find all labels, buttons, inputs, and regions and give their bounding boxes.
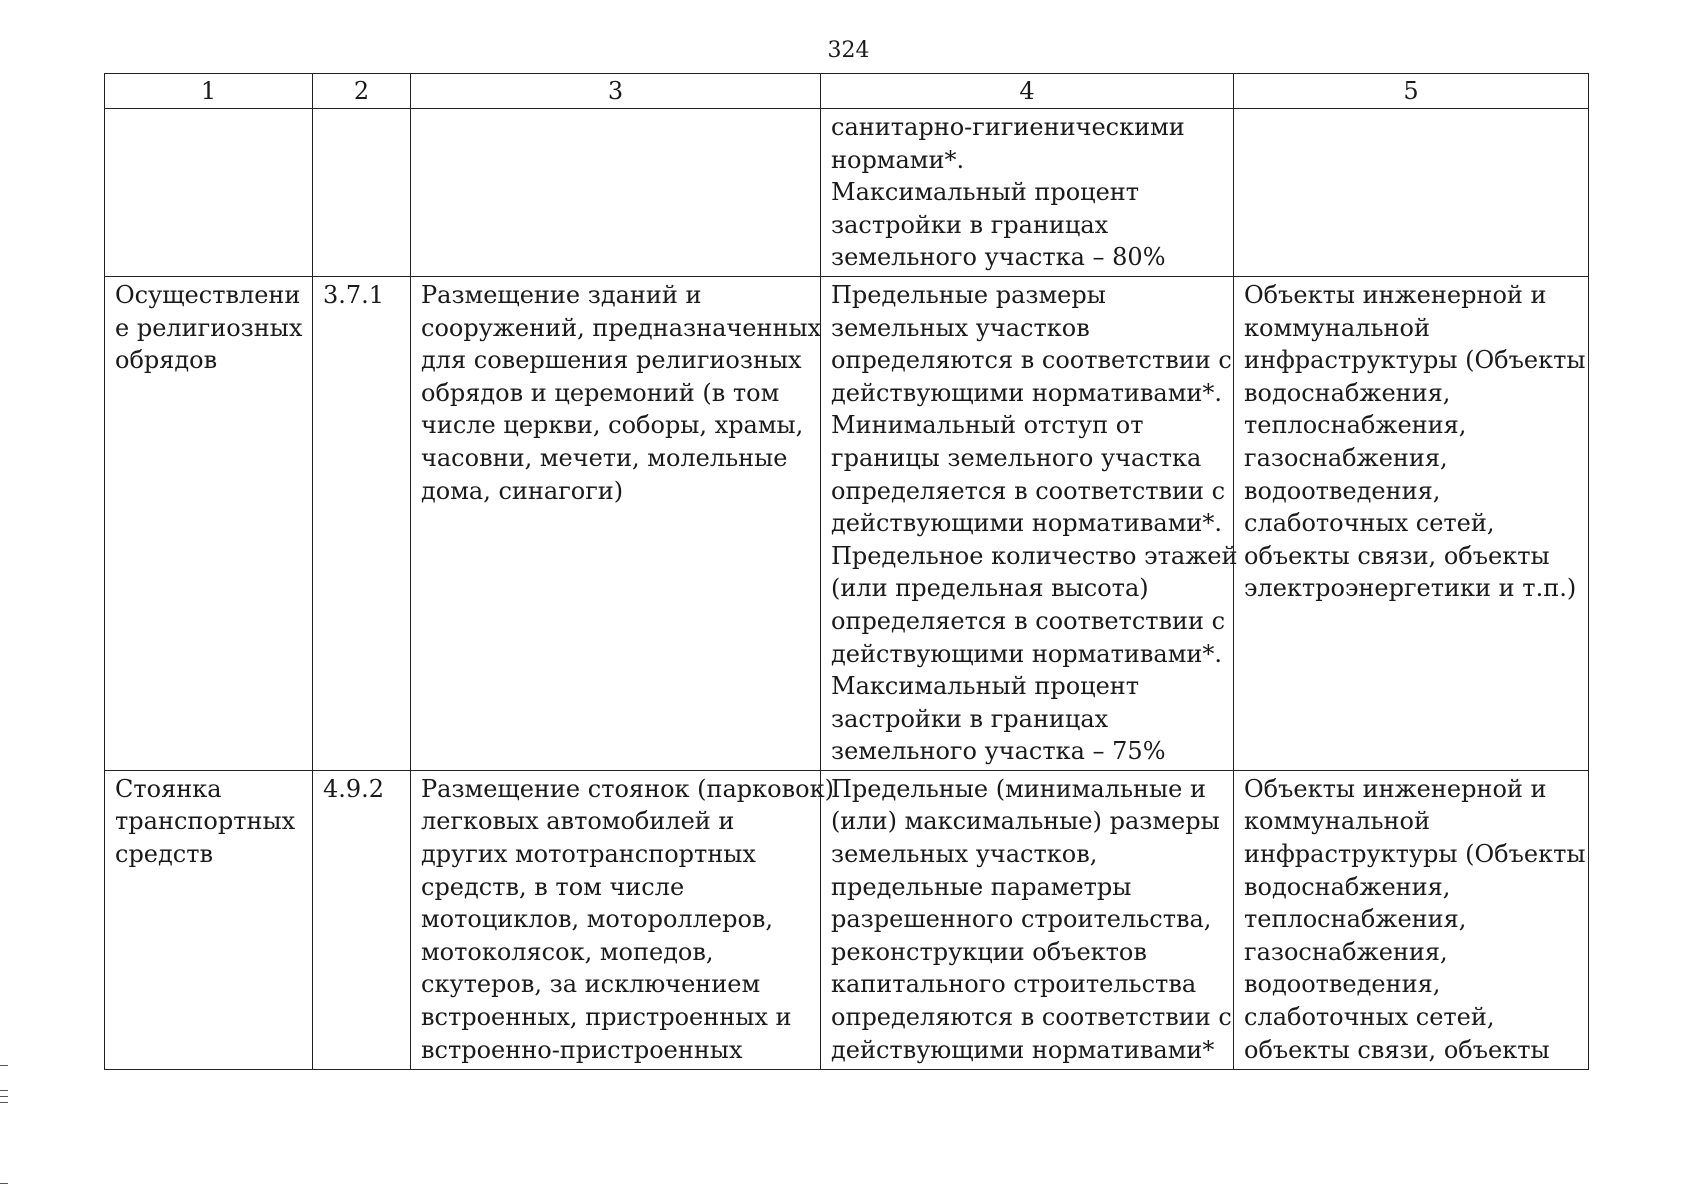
cell-text-line: границы земельного участка [831,443,1202,472]
scan-edge-mark [0,1102,8,1103]
cell-text-line: Объекты инженерной и [1244,774,1547,803]
table-cell-col-4 [821,276,1238,770]
cell-text-line: встроенно-пристроенных [421,1035,743,1064]
cell-text: 4.9.2 [323,774,385,803]
cell-text-line: коммунальной [1244,313,1430,342]
cell-text-line: Стоянка [115,774,222,803]
table-cell-col-4 [821,109,1234,277]
header-col-2: 2 [313,74,411,109]
cell-text-line: слаботочных сетей, [1244,509,1495,538]
cell-text-line: легковых автомобилей и [421,807,735,836]
cell-text-line: обрядов [115,346,218,375]
cell-text-line: санитарно-гигиеническими [831,113,1185,141]
cell-text-line: действующими нормативами*. [831,509,1222,538]
cell-text-line: мотоциклов, мотороллеров, [421,905,774,934]
scan-edge-mark [0,1183,8,1184]
cell-text-line: объекты связи, объекты [1244,1035,1550,1064]
table-cell-col-4 [821,770,1234,1069]
cell-text-line: скутеров, за исключением [421,970,761,999]
cell-text-line: для совершения религиозных [421,346,802,375]
table-row [105,109,1589,277]
cell-text-line: инфраструктуры (Объекты [1244,840,1586,869]
cell-text-line: определяются в соответствии с [831,1003,1232,1032]
cell-text-line: Предельные (минимальные и [831,774,1206,803]
cell-text-line: водоснабжения, [1244,872,1451,901]
land-use-table [104,73,1589,1070]
cell-text-line: коммунальной [1244,807,1430,836]
cell-text-line: водоснабжения, [1244,378,1451,407]
cell-text-line: мотоколясок, мопедов, [421,937,714,966]
table-row [105,276,1589,770]
cell-text-line: Максимальный процент [831,672,1140,701]
table-cell-col-5 [1234,276,1589,770]
cell-text-line: средств, в том числе [421,872,685,901]
cell-text-line: разрешенного строительства, [831,905,1212,934]
cell-text-line: инфраструктуры (Объекты [1244,346,1586,375]
cell-text-line: газоснабжения, [1244,937,1448,966]
cell-text-line: Объекты инженерной и [1244,280,1547,309]
cell-text-line: слаботочных сетей, [1244,1003,1495,1032]
header-row [105,74,1589,109]
scan-edge-mark [0,1096,8,1097]
table-cell-col-3 [411,770,834,1069]
cell-text-line: земельных участков [831,313,1090,342]
header-col-1: 1 [105,74,313,109]
cell-text-line: Максимальный процент [831,178,1140,207]
cell-text-line: газоснабжения, [1244,443,1448,472]
cell-text-line: сооружений, предназначенных [421,313,822,342]
cell-text-line: определяется в соответствии с [831,476,1226,505]
table-cell-col-2 [313,109,411,277]
table-cell-col-3 [411,109,821,277]
cell-text-line: водоотведения, [1244,970,1441,999]
cell-text-line: других мототранспортных [421,840,756,869]
table-cell-col-3 [411,276,821,770]
cell-text-line: часовни, мечети, молельные [421,443,788,472]
cell-text-line: водоотведения, [1244,476,1441,505]
cell-text-line: Предельное количество этажей [831,541,1238,570]
cell-text-line: числе церкви, соборы, храмы, [421,411,804,440]
cell-text-line: Размещение зданий и [421,280,702,309]
page-number: 324 [827,38,870,63]
cell-text-line: (или предельная высота) [831,574,1149,603]
cell-text-line: определяется в соответствии с [831,606,1226,635]
cell-text-line: застройки в границах [831,210,1109,239]
cell-text-line: встроенных, пристроенных и [421,1003,792,1032]
cell-text-line: средств [115,840,214,869]
scan-edge-mark [0,1065,8,1066]
cell-text-line: действующими нормативами*. [831,378,1222,407]
header-col-4: 4 [821,74,1234,109]
cell-text-line: определяются в соответствии с [831,346,1232,375]
cell-text-line: действующими нормативами* [831,1035,1215,1064]
cell-text-line: капитального строительства [831,970,1197,999]
cell-text-line: реконструкции объектов [831,937,1147,966]
cell-text-line: транспортных [115,807,296,836]
cell-text-line: объекты связи, объекты [1244,541,1550,570]
table-cell-col-2 [313,770,411,1069]
cell-text-line: Размещение стоянок (парковок) [421,774,834,803]
cell-text-line: дома, синагоги) [421,476,624,505]
cell-text-line: Предельные размеры [831,280,1106,309]
cell-text-line: земельного участка – 75% [831,737,1166,766]
cell-text-line: предельные параметры [831,872,1132,901]
table-cell-col-1 [105,276,313,770]
cell-text: 3.7.1 [323,280,385,309]
cell-text-line: теплоснабжения, [1244,905,1467,934]
table-cell-col-5 [1234,109,1589,277]
cell-text-line: застройки в границах [831,704,1109,733]
cell-text-line: земельного участка – 80% [831,243,1166,272]
cell-text-line: Минимальный отступ от [831,411,1144,440]
table-cell-col-2 [313,276,411,770]
cell-text-line: действующими нормативами*. [831,639,1222,668]
header-col-5: 5 [1234,74,1589,109]
header-col-3: 3 [411,74,821,109]
table-cell-col-1 [105,109,313,277]
cell-text-line: Осуществлени [115,280,301,309]
table-row [105,770,1589,1069]
cell-text-line: электроэнергетики и т.п.) [1244,574,1577,603]
cell-text-line: нормами*. [831,145,965,174]
cell-text-line: обрядов и церемоний (в том [421,378,780,407]
cell-text-line: е религиозных [115,313,303,342]
cell-text-line: земельных участков, [831,840,1098,869]
table-cell-col-1 [105,770,313,1069]
scan-edge-mark [0,1090,8,1091]
cell-text-line: теплоснабжения, [1244,411,1467,440]
cell-text-line: (или) максимальные) размеры [831,807,1220,836]
table-cell-col-5 [1234,770,1589,1069]
